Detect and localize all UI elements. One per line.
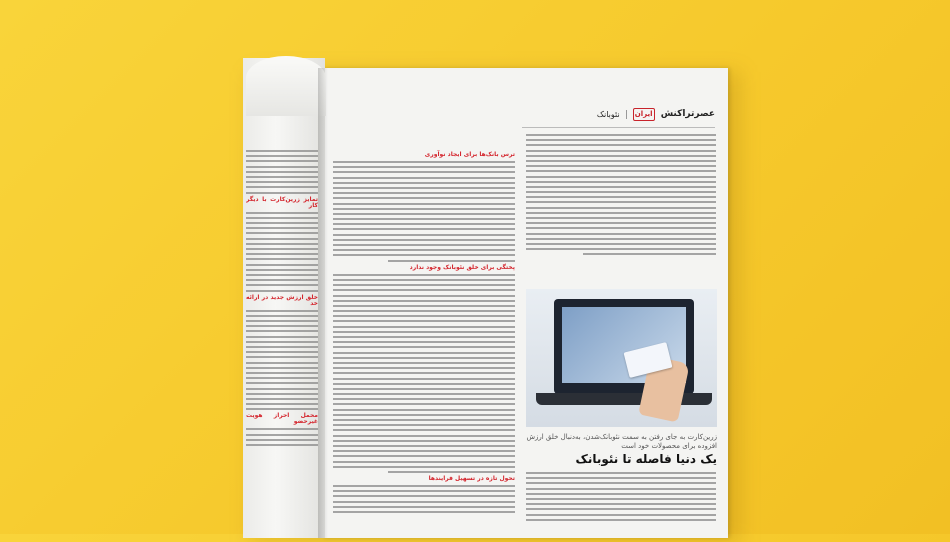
text-column-left-page <box>246 150 318 535</box>
page-header <box>520 107 715 121</box>
article-photo <box>526 289 717 427</box>
magazine-spine <box>318 68 328 538</box>
left-heading-2: خلق ارزش جدید در ارائه خد <box>246 293 318 307</box>
text-column-right-bottom <box>526 472 716 532</box>
header-rule <box>522 127 715 128</box>
section-name: نئوبانک <box>596 109 620 119</box>
heading-new-transformation: تحول تازه در تسهیل فرایندها <box>428 475 515 483</box>
iran-logo: ایران <box>633 108 655 121</box>
laptop-base <box>536 393 712 405</box>
text-column-right-top <box>526 134 716 284</box>
page-curl <box>246 56 326 116</box>
brand-name: عصرتراکنش <box>660 109 715 119</box>
article-subtitle: زرین‌کارت به جای رفتن به سمت نئوبانک‌شدن، به‌دنبال خلق ارزش افزوده برای محصولات خود است <box>526 433 717 450</box>
heading-no-maturity: پختگی برای خلق نئوبانک وجود ندارد <box>409 263 515 271</box>
left-heading-3: محمل احراز هویت غیرحضو <box>246 412 318 426</box>
header-separator <box>626 110 627 119</box>
left-heading-1: تمایز زرین‌کارت با دیگر کار <box>246 195 318 209</box>
article-title: یک دنیا فاصله تا نئوبانک <box>575 452 717 466</box>
heading-fear-of-innovation: ترس بانک‌ها برای ایجاد نوآوری <box>424 151 515 158</box>
text-column-middle <box>333 150 515 535</box>
